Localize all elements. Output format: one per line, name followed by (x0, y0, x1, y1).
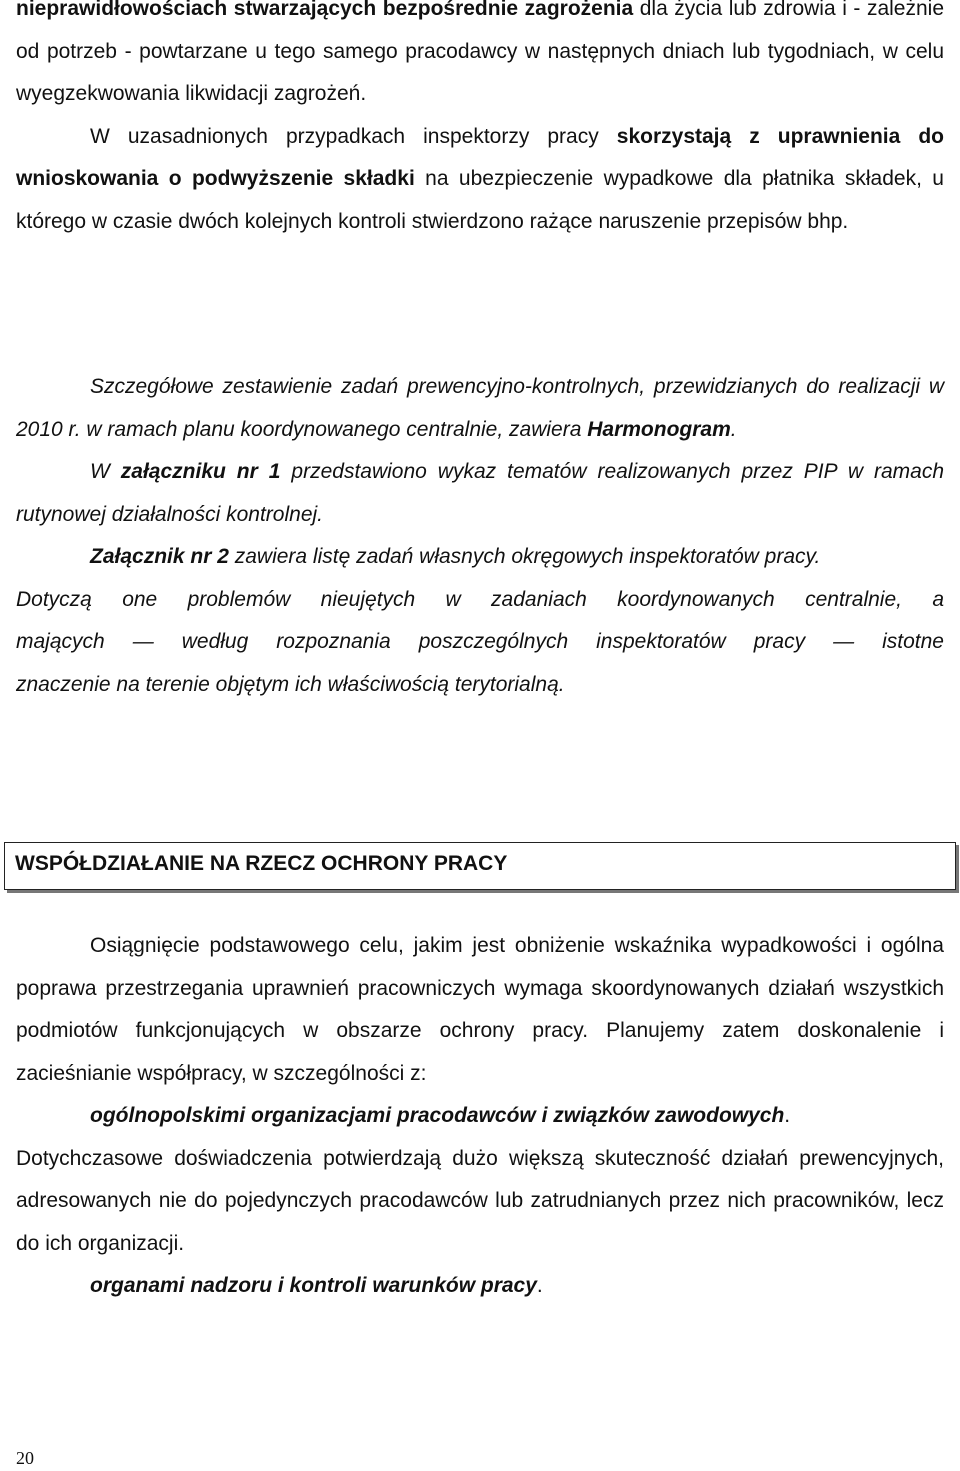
harmonogram-term: Harmonogram (587, 417, 731, 441)
harmonogram-paragraph: Szczegółowe zestawienie zadań prewencyjno-kontrolnych, przewidzianych do realizacji w 2010 r. w ramach planu koordynowanego centralnie, zawiera Harmonogram. (16, 375, 944, 441)
intro-bold-phrase: nieprawidłowościach stwarzających bezpośrednie zagrożenia (16, 0, 634, 20)
section-heading-box (4, 842, 956, 890)
problems-line-2: mających — według rozpoznania poszczególnych inspektoratów pracy — istotne (16, 630, 944, 653)
attachment-1-paragraph: W załączniku nr 1 przedstawiono wykaz tematów realizowanych przez PIP w ramach rutynowej działalności kontrolnej. (16, 460, 944, 526)
page-number: 20 (16, 1448, 34, 1468)
plan-summary (16, 366, 944, 706)
list-item-employer-organizations: ogólnopolskimi organizacjami pracodawców i związków zawodowych. (90, 1104, 791, 1127)
employer-organizations-description: Dotychczasowe doświadczenia potwierdzają dużo większą skuteczność działań prewencyjnych, adresowanych nie do pojedynczych pracodawców lub zatrudnianych przez nich pracowników, lecz do ich organizacji. (16, 1146, 944, 1255)
section-heading: WSPÓŁDZIAŁANIE NA RZECZ OCHRONY PRACY (15, 852, 508, 875)
goal-paragraph: Osiągnięcie podstawowego celu, jakim jest obniżenie wskaźnika wypadkowości i ogólna poprawa przestrzegania uprawnień pracowniczych wymaga skoordynowanych działań wszystkich podmiotów funkcjonujących w obszarze ochrony pracy. Planujemy zatem doskonalenie i zacieśnianie współpracy, w szczególności z: (16, 934, 944, 1085)
premium-increase-phrase: skorzystają z uprawnienia do wnioskowania o podwyższenie składki (16, 124, 944, 190)
list-item-supervision-bodies: organami nadzoru i kontroli warunków pracy. (90, 1274, 543, 1297)
attachment-1-term: załączniku nr 1 (120, 460, 281, 483)
attachment-2-paragraph: Załącznik nr 2 zawiera listę zadań własnych okręgowych inspektoratów pracy. (90, 545, 821, 568)
cooperation-section (16, 925, 944, 1308)
intro-paragraph: nieprawidłowościach stwarzających bezpośrednie zagrożenia dla życia lub zdrowia i - zależnie od potrzeb - powtarzane u tego samego pracodawcy w następnych dniach lub tygodniach, w celu wyegzekwowania likwidacji zagrożeń. W uzasadnionych przypadkach inspektorzy pracy skorzystają z uprawnienia do wnioskowania o podwyższenie składki na ubezpieczenie wypadkowe dla płatnika składek, u którego w czasie dwóch kolejnych kontroli stwierdzono rażące naruszenie przepisów bhp. (16, 0, 944, 243)
problems-line-1: Dotyczą one problemów nieujętych w zadaniach koordynowanych centralnie, a (16, 587, 944, 611)
attachment-2-term: Załącznik nr 2 (90, 545, 229, 568)
problems-line-3: znaczenie na terenie objętym ich właściwością terytorialną. (16, 672, 565, 696)
